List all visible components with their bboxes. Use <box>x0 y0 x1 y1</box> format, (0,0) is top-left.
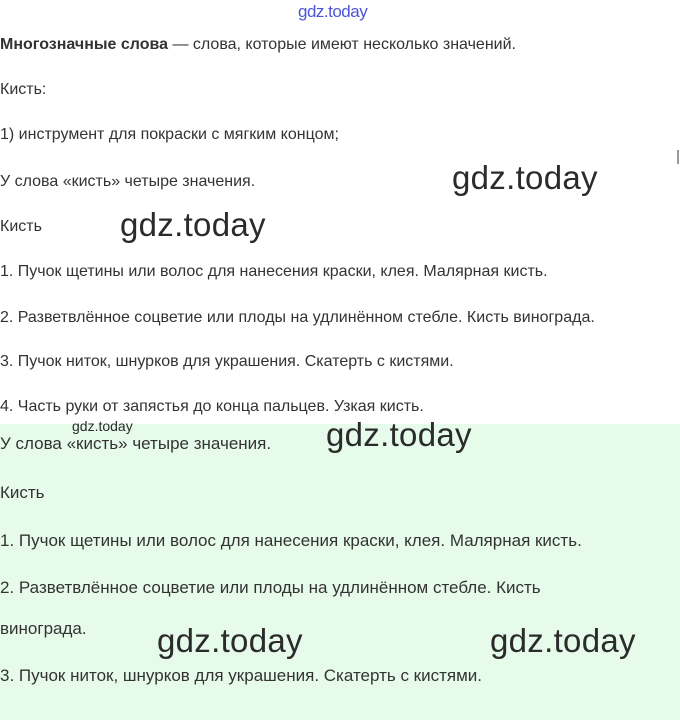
meaning-line: 1) инструмент для покраски с мягким концом; <box>0 126 339 143</box>
watermark: gdz.today <box>452 159 598 196</box>
meaning-item: 2. Разветвлённое соцветие или плоды на удлинённом стебле. Кисть винограда. <box>0 309 595 326</box>
word-label: Кисть <box>0 218 42 235</box>
top-watermark: gdz.today <box>298 2 368 21</box>
meaning-item-continued: винограда. <box>0 619 87 638</box>
intro-text: У слова «кисть» четыре значения. <box>0 434 272 453</box>
meaning-item: 1. Пучок щетины или волос для нанесения краски, клея. Малярная кисть. <box>0 531 582 550</box>
meaning-item: 1. Пучок щетины или волос для нанесения краски, клея. Малярная кисть. <box>0 263 548 280</box>
meaning-item: 3. Пучок ниток, шнурков для украшения. Скатерть с кистями. <box>0 666 483 685</box>
watermark: gdz.today <box>326 416 472 453</box>
word-label: Кисть <box>0 483 45 502</box>
word-heading: Кисть: <box>0 81 47 98</box>
definition-term: Многозначные слова <box>0 36 169 53</box>
definition-text: — слова, которые имеют несколько значений. <box>168 36 516 53</box>
edge-mark <box>677 150 679 164</box>
meaning-item: 4. Часть руки от запястья до конца пальцев. Узкая кисть. <box>0 398 424 415</box>
watermark: gdz.today <box>157 622 303 659</box>
definition-line <box>0 36 516 54</box>
meaning-item: 3. Пучок ниток, шнурков для украшения. Скатерть с кистями. <box>0 353 454 370</box>
meaning-item: 2. Разветвлённое соцветие или плоды на удлинённом стебле. Кисть <box>0 578 541 597</box>
watermark: gdz.today <box>120 206 266 243</box>
watermark: gdz.today <box>490 622 636 659</box>
watermark-small: gdz.today <box>72 418 133 434</box>
intro-text: У слова «кисть» четыре значения. <box>0 173 256 190</box>
